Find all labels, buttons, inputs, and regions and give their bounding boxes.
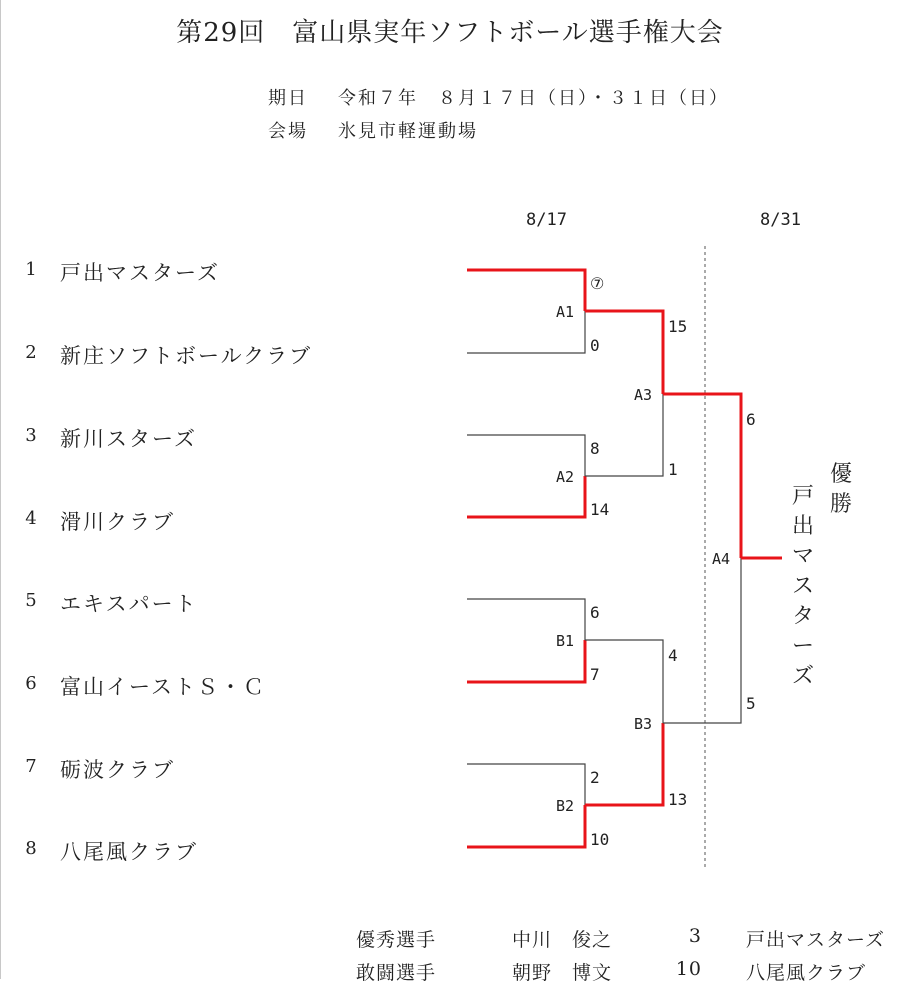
team-number: 1 (25, 259, 37, 280)
score-a1-bottom: 0 (590, 336, 600, 355)
loser-path (663, 558, 741, 723)
match-label-a3: A3 (634, 386, 653, 404)
score-a2-top: 8 (590, 439, 600, 458)
schedule-label: 期日 (268, 88, 308, 109)
venue-label: 会場 (268, 121, 308, 142)
team-name: 砺波クラブ (60, 758, 175, 782)
team-name: 新庄ソフトボールクラブ (60, 344, 313, 368)
score-a2-bottom: 14 (590, 500, 610, 519)
score-b3-bottom: 13 (668, 790, 688, 809)
tournament-title: 第29回 富山県実年ソフトボール選手権大会 (176, 18, 724, 48)
match-label-a4: A4 (712, 550, 731, 568)
champion-team: 戸出マスターズ (791, 484, 814, 689)
award-player-name: 朝野 博文 (512, 962, 613, 984)
score-a4-top: 6 (746, 410, 756, 429)
award-player-number: 3 (688, 925, 702, 947)
round-date-first: 8/17 (526, 210, 567, 230)
team-number: 2 (25, 342, 37, 363)
team-number: 3 (25, 425, 37, 446)
match-label-b3: B3 (634, 715, 653, 733)
award-team: 八尾風クラブ (746, 962, 867, 984)
loser-path (585, 394, 663, 476)
award-title: 敢闘選手 (356, 962, 437, 984)
award-title: 優秀選手 (356, 929, 437, 951)
team-name: 滑川クラブ (60, 510, 175, 534)
score-a3-bottom: 1 (668, 460, 678, 479)
award-player-name: 中川 俊之 (512, 929, 613, 951)
match-label-a2: A2 (556, 468, 575, 486)
match-label-b1: B1 (556, 632, 575, 650)
team-name: 戸出マスターズ (60, 261, 220, 285)
score-b3-top: 4 (668, 646, 678, 665)
team-name: 富山イーストＳ・Ｃ (60, 675, 266, 699)
score-a1-top: ⑦ (590, 274, 605, 293)
round-date-final: 8/31 (760, 210, 801, 230)
award-player-number: 10 (675, 958, 702, 980)
team-number: 4 (25, 508, 37, 529)
schedule-value: 令和７年 ８月１７日（日）・３１日（日） (338, 88, 729, 109)
champion-label: 優勝 (829, 462, 852, 517)
team-name: エキスパート (60, 592, 198, 616)
team-name: 新川スターズ (60, 427, 197, 451)
score-a3-top: 15 (668, 317, 688, 336)
winner-path (585, 723, 663, 805)
team-number: 7 (25, 756, 37, 777)
award-team: 戸出マスターズ (746, 929, 886, 951)
match-label-b2: B2 (556, 797, 575, 815)
venue-value: 氷見市軽運動場 (338, 121, 478, 142)
score-a4-bottom: 5 (746, 694, 756, 713)
score-b2-top: 2 (590, 768, 600, 787)
team-number: 5 (25, 590, 37, 611)
team-name: 八尾風クラブ (60, 840, 198, 864)
match-label-a1: A1 (556, 303, 575, 321)
team-number: 6 (25, 673, 37, 694)
team-number: 8 (25, 838, 37, 859)
score-b2-bottom: 10 (590, 830, 610, 849)
score-b1-top: 6 (590, 603, 600, 622)
score-b1-bottom: 7 (590, 665, 600, 684)
